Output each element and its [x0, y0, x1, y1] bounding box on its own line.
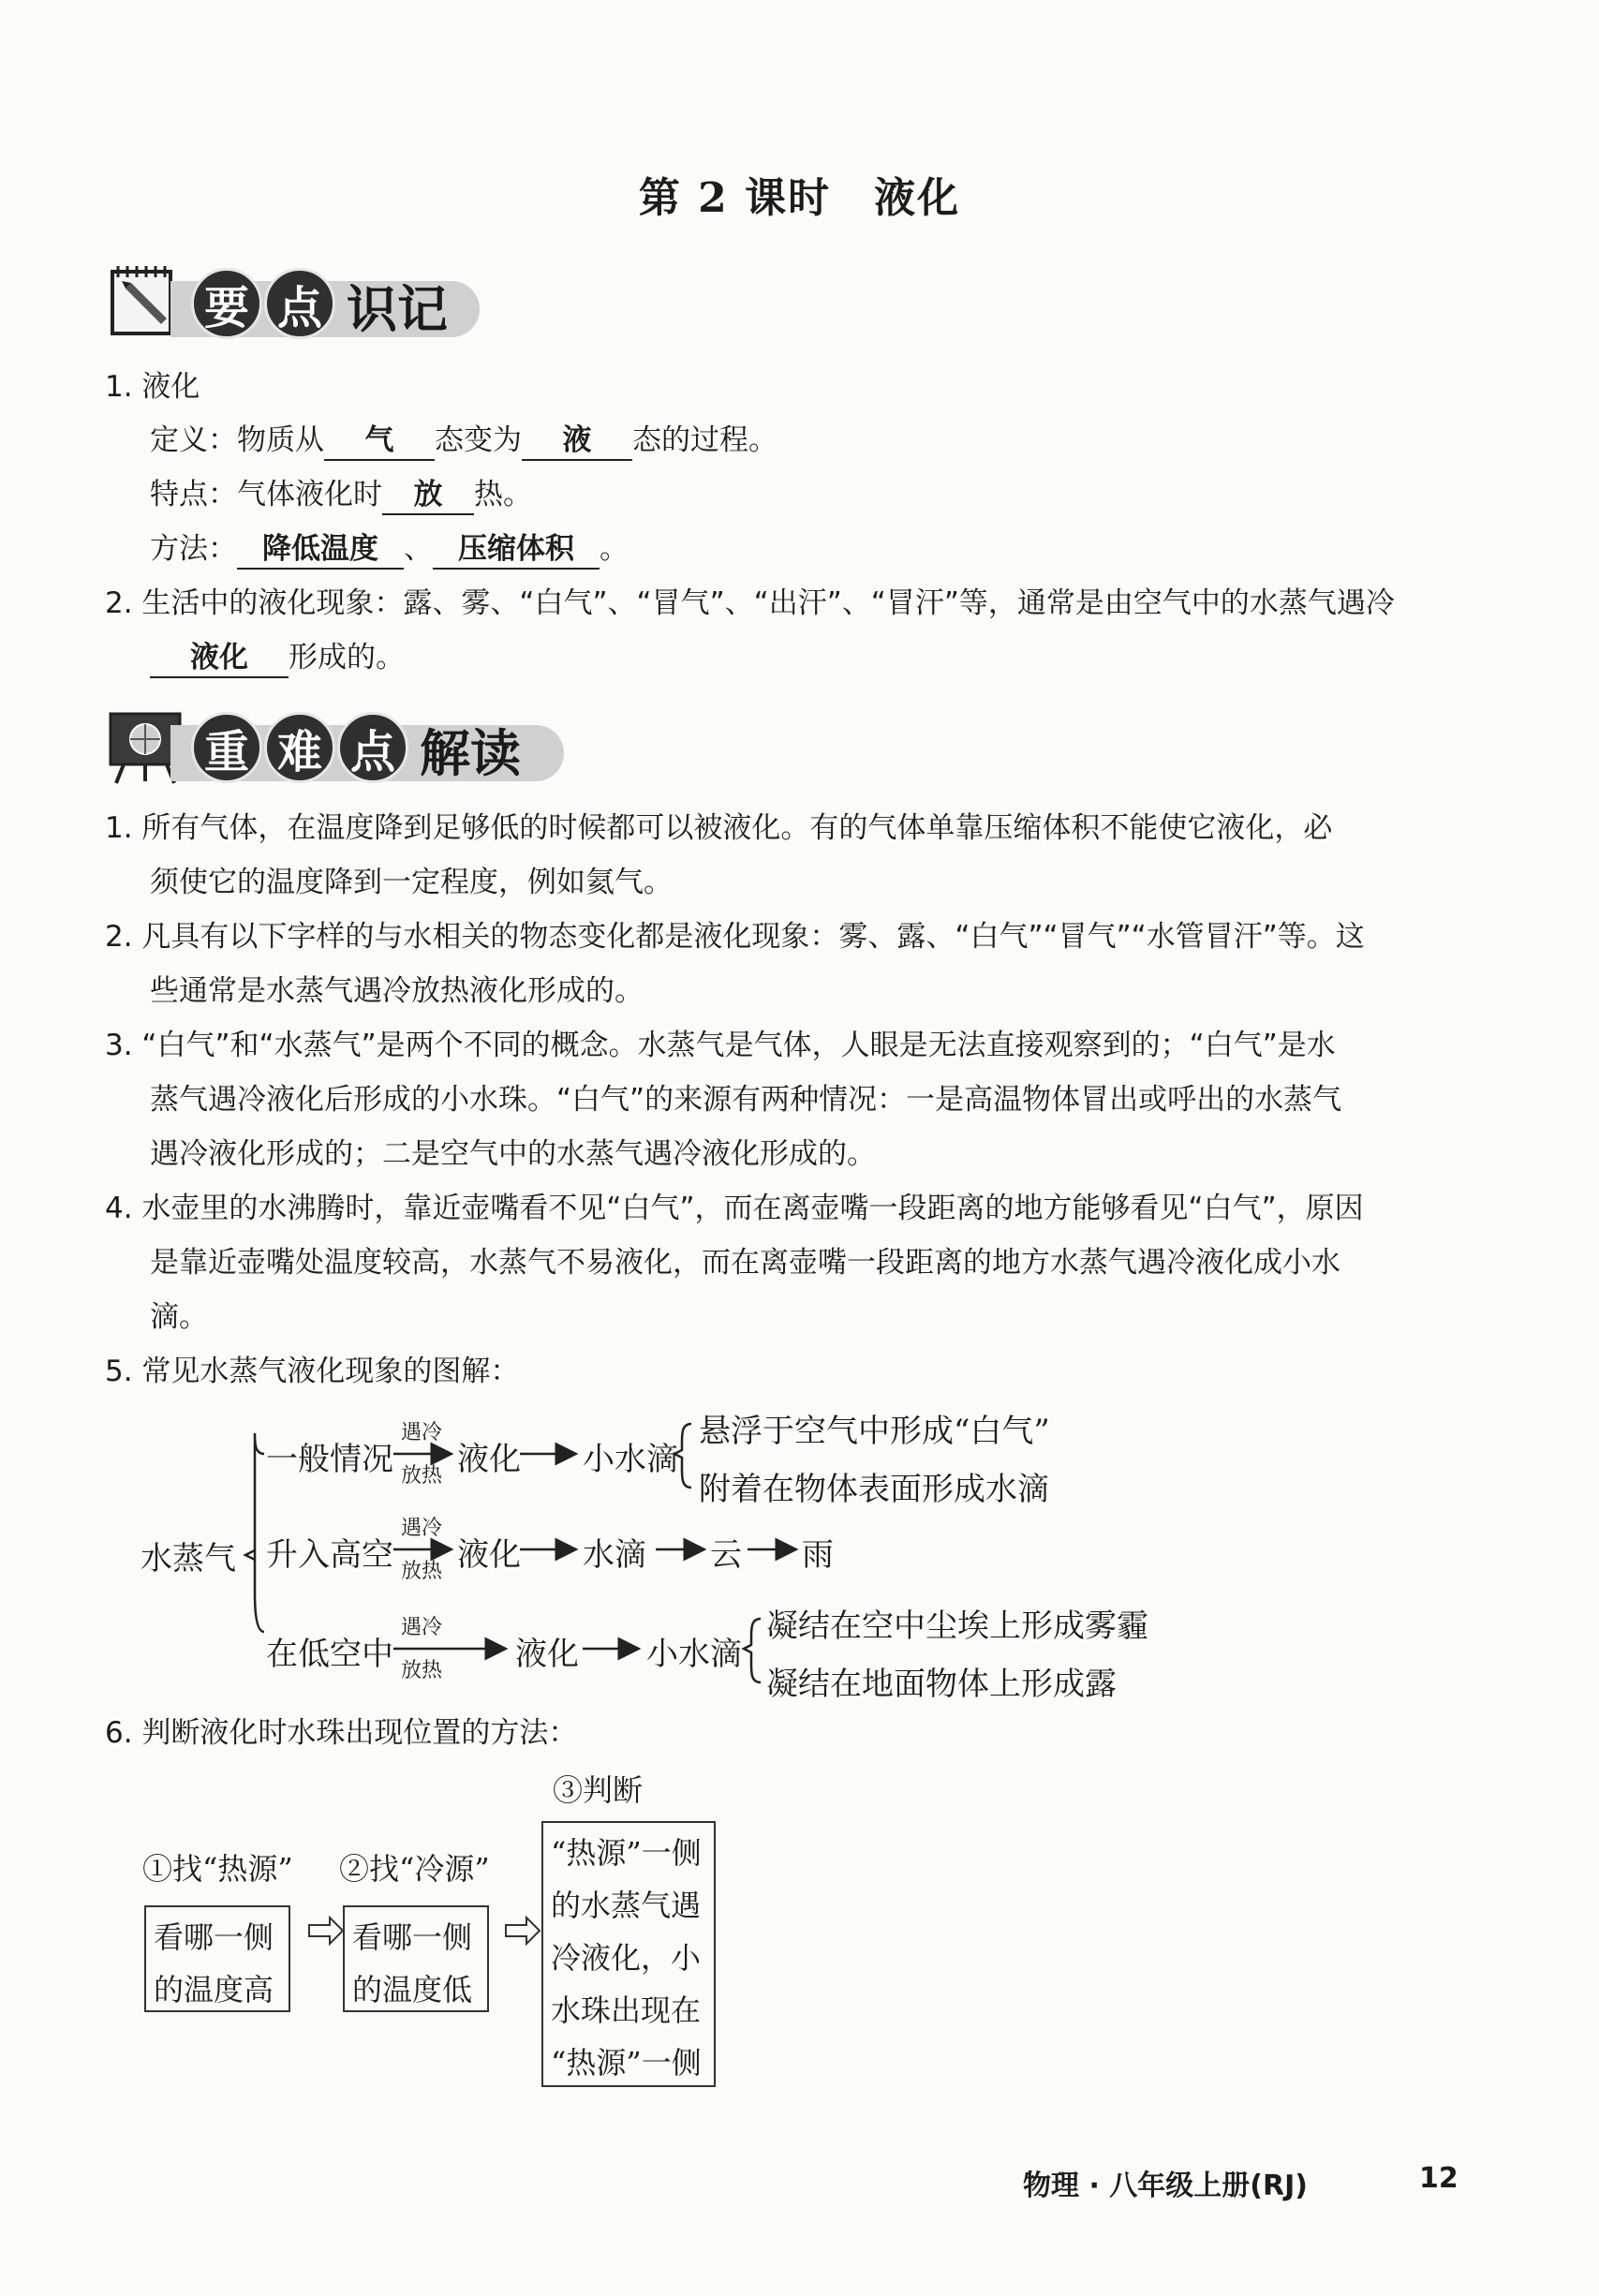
- branch-general: 一般情况: [266, 1441, 393, 1478]
- para2-line2: 些通常是水蒸气遇冷放热液化形成的。: [150, 974, 644, 1008]
- para4-line3: 滴。: [150, 1300, 208, 1334]
- meth-blank-1: 降低温度: [237, 530, 404, 570]
- para1-line2: 须使它的温度降到一定程度，例如氦气。: [150, 866, 673, 899]
- result-haze: 凝结在空中尘埃上形成雾霾: [766, 1607, 1148, 1645]
- para2-line1: 2. 凡具有以下字样的与水相关的物态变化都是液化现象：雾、露、“白气”“冒气”“水管冒汗”等。这: [105, 920, 1365, 954]
- arrow3-bottom: 放热: [401, 1659, 443, 1682]
- para5: 5. 常见水蒸气液化现象的图解：: [105, 1355, 520, 1388]
- diagram-root: 水蒸气: [141, 1540, 236, 1578]
- method-line: [150, 530, 629, 570]
- para3-line2: 蒸气遇冷液化后形成的小水珠。“白气”的来源有两种情况：一是高温物体冒出或呼出的水蒸气: [150, 1083, 1342, 1117]
- box3-line1: “热源”一侧: [551, 1835, 702, 1871]
- arrow1-bottom: 放热: [401, 1464, 443, 1488]
- item2-line2: [150, 639, 405, 678]
- branch-low-air: 在低空中: [266, 1636, 393, 1673]
- para6: 6. 判断液化时水珠出现位置的方法：: [105, 1716, 578, 1750]
- box3-line4: 水珠出现在: [551, 1992, 702, 2028]
- section1-rest: 识记: [347, 280, 448, 339]
- arrow1-top: 遇冷: [401, 1421, 443, 1444]
- box3-line2: 的水蒸气遇: [551, 1888, 702, 1923]
- result-white-vapor: 悬浮于空气中形成“白气”: [699, 1413, 1050, 1450]
- def-prefix: 定义：物质从: [150, 423, 324, 457]
- item2-suffix: 形成的。: [289, 641, 405, 674]
- meth-middle: 、: [404, 532, 433, 566]
- para4-line2: 是靠近壶嘴处温度较高，水蒸气不易液化，而在离壶嘴一段距离的地方水蒸气遇冷液化成小水: [150, 1246, 1340, 1280]
- meth-suffix: 。: [600, 532, 629, 566]
- method-step3-label: ③判断: [553, 1772, 644, 1808]
- box1-line2: 的温度高: [154, 1972, 274, 2007]
- box2-line1: 看哪一侧: [352, 1919, 473, 1955]
- def-blank-1: 气: [324, 422, 435, 461]
- page-title: 第 2 课时 液化: [638, 174, 961, 222]
- item2-blank: 液化: [150, 639, 289, 678]
- arrow2-top: 遇冷: [401, 1517, 443, 1540]
- branch1-droplet: 小水滴: [583, 1441, 678, 1478]
- result-surface-drops: 附着在物体表面形成水滴: [699, 1471, 1049, 1508]
- branch2-cloud: 云: [710, 1536, 742, 1574]
- method-step1-label: ①找“热源”: [142, 1851, 293, 1887]
- definition-line: [150, 422, 777, 461]
- para4-line1: 4. 水壶里的水沸腾时，靠近壶嘴看不见“白气”，而在离壶嘴一段距离的地方能够看见“白气”，原因: [105, 1192, 1364, 1225]
- branch2-water-drop: 水滴: [583, 1536, 646, 1574]
- branch3-liquefy: 液化: [515, 1636, 579, 1673]
- method-step2-label: ②找“冷源”: [339, 1851, 490, 1887]
- footer-book-title: 物理 · 八年级上册(RJ): [1023, 2170, 1308, 2202]
- box3-line3: 冷液化，小: [551, 1940, 702, 1976]
- branch1-liquefy: 液化: [457, 1441, 521, 1478]
- arrow2-bottom: 放热: [401, 1560, 443, 1583]
- branch2-rain: 雨: [802, 1536, 834, 1574]
- para1-line1: 1. 所有气体，在温度降到足够低的时候都可以被液化。有的气体单靠压缩体积不能使它液化，必: [105, 811, 1333, 845]
- box1-line1: 看哪一侧: [154, 1919, 274, 1955]
- item2-line1: 2. 生活中的液化现象：露、雾、“白气”、“冒气”、“出汗”、“冒汗”等，通常是由空气中的水蒸气遇冷: [105, 586, 1395, 620]
- section1-char-1: 要: [191, 268, 262, 339]
- section2-char-2: 难: [264, 712, 335, 783]
- method-box-hot: [144, 1905, 290, 2012]
- page-number: 12: [1419, 2162, 1458, 2195]
- item1-head: 1. 液化: [105, 370, 200, 404]
- feat-prefix: 特点：气体液化时: [150, 478, 382, 511]
- def-suffix: 态的过程。: [632, 423, 777, 457]
- branch2-liquefy: 液化: [457, 1536, 521, 1574]
- branch-high-altitude: 升入高空: [266, 1536, 393, 1574]
- branch3-droplet: 小水滴: [646, 1636, 742, 1673]
- method-box-judge: [541, 1821, 716, 2087]
- section1-char-2: 点: [264, 268, 335, 339]
- section2-rest: 解读: [420, 724, 521, 783]
- section-header-difficult-points: [105, 704, 555, 785]
- feat-suffix: 热。: [474, 478, 532, 511]
- section2-char-3: 点: [337, 712, 408, 783]
- arrow3-top: 遇冷: [401, 1616, 443, 1639]
- feature-line: [150, 476, 532, 515]
- box2-line2: 的温度低: [352, 1972, 473, 2007]
- method-box-cold: [343, 1905, 489, 2012]
- meth-blank-2: 压缩体积: [433, 530, 600, 570]
- section2-char-1: 重: [191, 712, 262, 783]
- feat-blank: 放: [382, 476, 474, 515]
- box3-line5: “热源”一侧: [551, 2045, 702, 2081]
- def-middle: 态变为: [435, 423, 522, 457]
- meth-prefix: 方法：: [150, 532, 237, 566]
- para3-line3: 遇冷液化形成的；二是空气中的水蒸气遇冷液化形成的。: [150, 1137, 876, 1171]
- section-header-key-points: [105, 260, 470, 341]
- para3-line1: 3. “白气”和“水蒸气”是两个不同的概念。水蒸气是气体，人眼是无法直接观察到的；“白气”是水: [105, 1029, 1336, 1062]
- def-blank-2: 液: [522, 422, 632, 461]
- result-dew: 凝结在地面物体上形成露: [766, 1666, 1117, 1703]
